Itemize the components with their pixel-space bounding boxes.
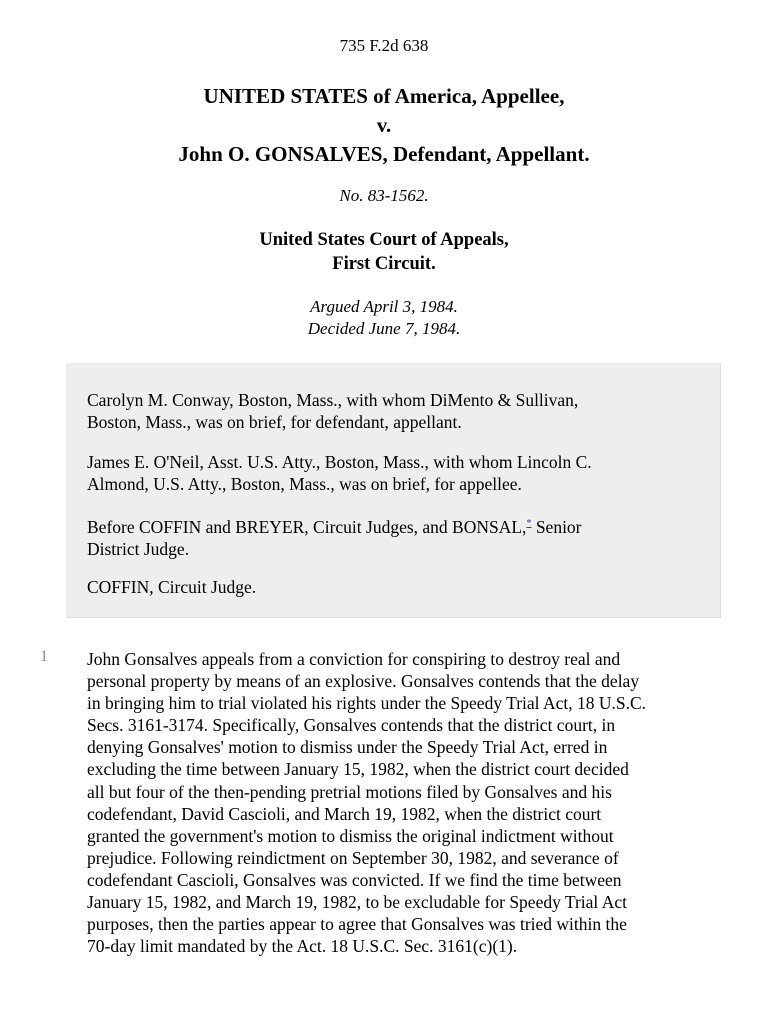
panel-text-suffix: Senior xyxy=(531,516,582,537)
paragraph-number: 1 xyxy=(40,648,48,665)
paragraph-line: excluding the time between January 15, 1982, when the district court decided xyxy=(87,759,629,780)
counsel-appellee-line-1: James E. O'Neil, Asst. U.S. Atty., Boston, Mass., with whom Lincoln C. xyxy=(87,452,592,472)
citation: 735 F.2d 638 xyxy=(339,36,429,55)
paragraph-line: prejudice. Following reindictment on September 30, 1982, and severance of xyxy=(87,847,619,868)
case-dates xyxy=(0,296,768,340)
case-title-versus: v. xyxy=(376,113,392,137)
footnote-link[interactable]: * xyxy=(526,518,532,529)
case-title-appellant: John O. GONSALVES, Defendant, Appellant. xyxy=(178,142,590,166)
panel-text: Before COFFIN and BREYER, Circuit Judges, and BONSAL, xyxy=(87,516,527,537)
paragraph-line: 70-day limit mandated by the Act. 18 U.S.C. Sec. 3161(c)(1). xyxy=(87,936,518,957)
counsel-appellant-line-1: Carolyn M. Conway, Boston, Mass., with whom DiMento & Sullivan, xyxy=(87,390,579,410)
counsel-appellee-line-2: Almond, U.S. Atty., Boston, Mass., was on brief, for appellee. xyxy=(87,474,522,494)
case-title-appellee: UNITED STATES of America, Appellee, xyxy=(203,84,565,108)
argued-date: Argued April 3, 1984. xyxy=(310,297,458,316)
counsel-appellant-line-2: Boston, Mass., was on brief, for defendant, appellant. xyxy=(87,412,462,432)
paragraph-line: Secs. 3161-3174. Specifically, Gonsalves contends that the district court, in xyxy=(87,715,616,736)
court-line-1: United States Court of Appeals, xyxy=(259,230,509,250)
paragraph-line: in bringing him to trial violated his rights under the Speedy Trial Act, 18 U.S.C. xyxy=(87,693,647,714)
counsel-appellee xyxy=(87,451,592,495)
paragraph-line: personal property by means of an explosive. Gonsalves contends that the delay xyxy=(87,671,640,692)
decided-date: Decided June 7, 1984. xyxy=(307,319,461,338)
paragraph-line: codefendant Cascioli, Gonsalves was convicted. If we find the time between xyxy=(87,869,622,890)
docket-number: No. 83-1562. xyxy=(339,186,429,205)
court-name xyxy=(0,228,768,276)
paragraph-line: January 15, 1982, and March 19, 1982, to be excludable for Speedy Trial Act xyxy=(87,892,627,913)
paragraph-line: all but four of the then-pending pretrial motions filed by Gonsalves and his xyxy=(87,781,612,802)
paragraph-line: John Gonsalves appeals from a conviction for conspiring to destroy real and xyxy=(87,649,621,669)
paragraph-line: codefendant, David Cascioli, and March 19, 1982, when the district court xyxy=(87,803,602,824)
opinion-paragraph xyxy=(87,648,646,957)
counsel-appellant xyxy=(87,389,578,433)
paragraph-line: granted the government's motion to dismiss the original indictment without xyxy=(87,825,614,846)
counsel-box xyxy=(66,363,721,618)
case-title xyxy=(0,82,768,169)
opinion-author: COFFIN, Circuit Judge. xyxy=(87,577,257,597)
paragraph-line: denying Gonsalves' motion to dismiss under the Speedy Trial Act, erred in xyxy=(87,737,608,758)
court-line-2: First Circuit. xyxy=(332,254,436,274)
panel-judges-line-1 xyxy=(87,513,582,538)
panel-judges xyxy=(87,513,582,560)
paragraph-line: purposes, then the parties appear to agree that Gonsalves was tried within the xyxy=(87,914,627,935)
panel-judges-line-2: District Judge. xyxy=(87,538,190,559)
